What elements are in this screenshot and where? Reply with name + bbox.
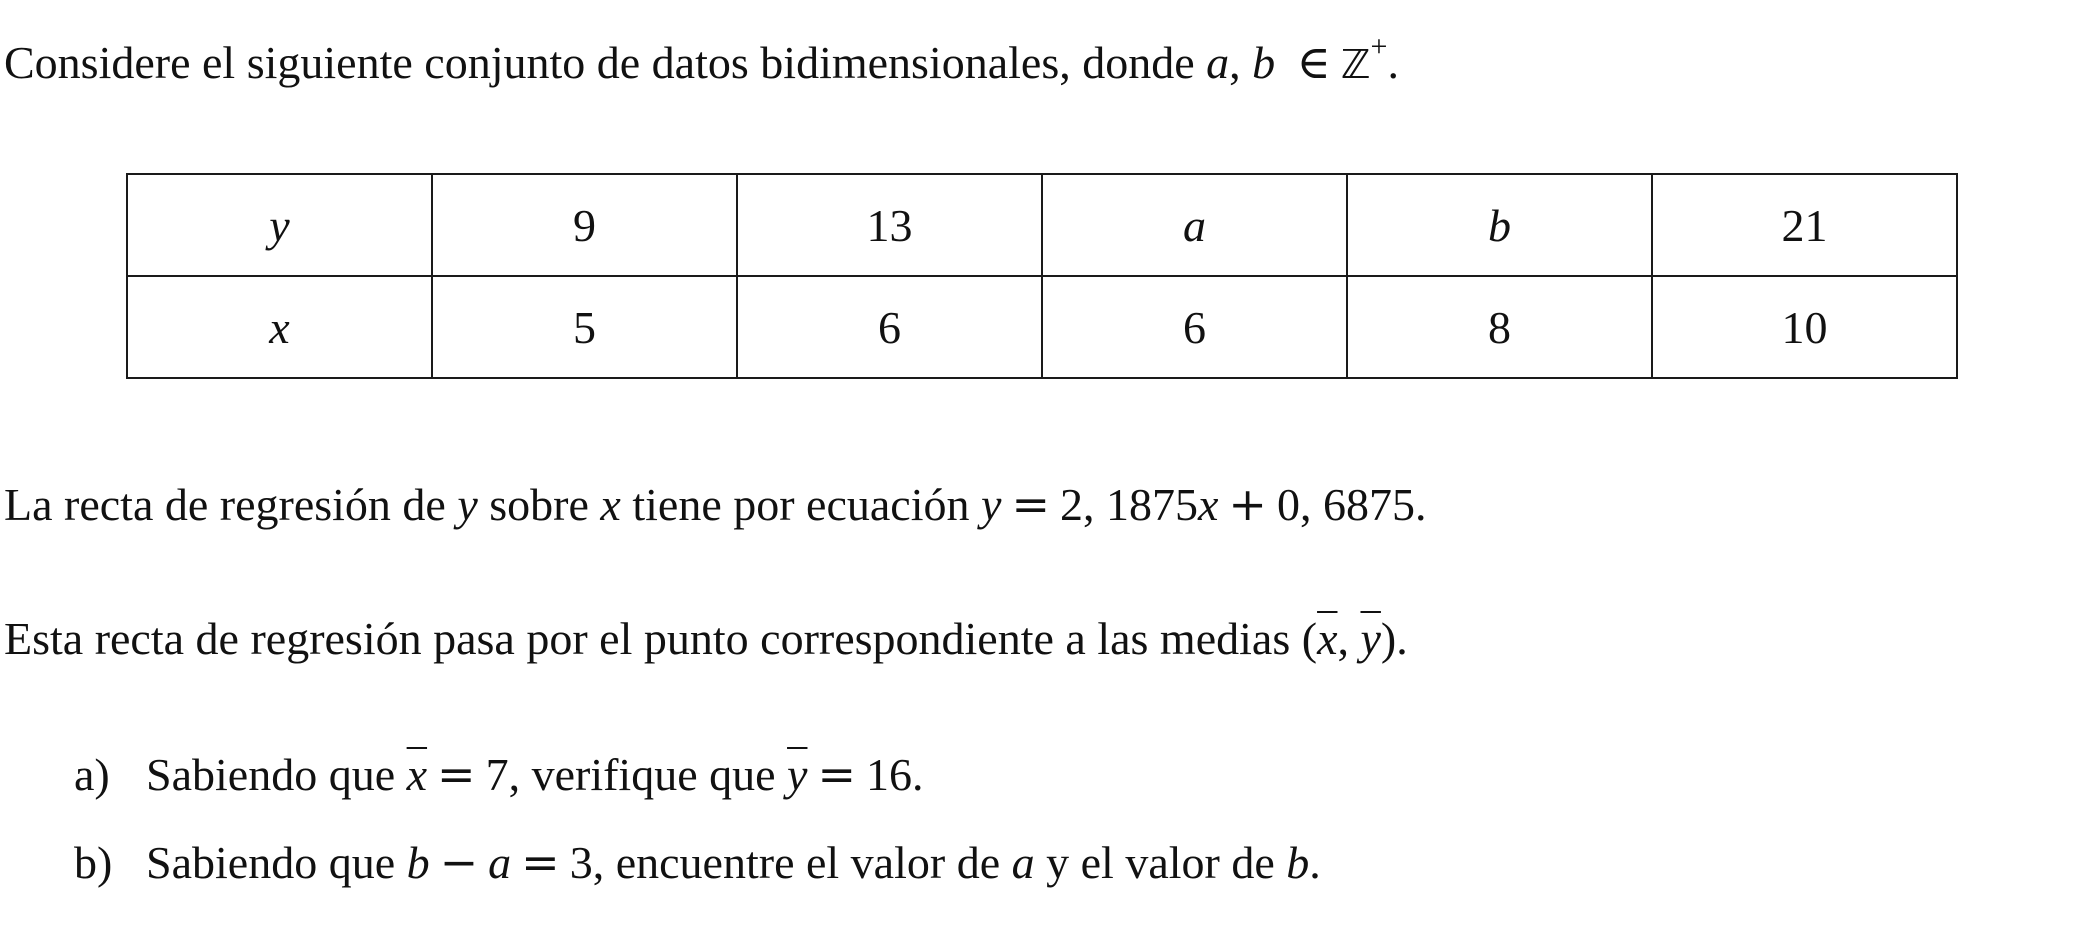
question-a-end: .: [912, 749, 924, 800]
comma: ,: [1229, 37, 1253, 88]
minus-sign: −: [439, 835, 479, 889]
var-b: b: [1286, 837, 1310, 888]
var-a: a: [488, 837, 512, 888]
plus-sign: +: [1228, 477, 1267, 531]
question-a-text-1: Sabiendo que: [146, 749, 407, 800]
regression-end: .: [1414, 479, 1427, 530]
question-a: [74, 744, 924, 805]
plus-superscript: +: [1370, 30, 1388, 63]
question-b-label: b): [74, 837, 113, 888]
question-b-text-2: , encuentre el valor de: [592, 837, 1012, 888]
means-text: Esta recta de regresión pasa por el punto correspondiente a las medias: [4, 613, 1302, 664]
integers-symbol: ℤ: [1340, 42, 1371, 88]
var-y: y: [457, 479, 478, 530]
question-a-label: a): [74, 749, 110, 800]
question-b: [74, 832, 1321, 893]
row-header-x: x: [127, 276, 432, 378]
table-cell: 21: [1652, 174, 1957, 276]
means-statement: [4, 609, 1408, 669]
equals-sign: =: [817, 747, 857, 801]
question-b-end: .: [1309, 837, 1321, 888]
equation-x: x: [1197, 479, 1219, 530]
regression-text-2: sobre: [477, 479, 601, 530]
difference-value: 3: [569, 837, 593, 888]
question-b-text-3: y el valor de: [1034, 837, 1287, 888]
table-row-y: [127, 174, 1957, 276]
regression-statement: [4, 474, 1426, 535]
intro-statement: [4, 32, 1399, 99]
intro-text: Considere el siguiente conjunto de datos bidimensionales, donde: [4, 37, 1207, 88]
close-paren: ): [1380, 613, 1397, 664]
equals-sign: =: [1011, 477, 1050, 531]
element-of-symbol: ∈: [1296, 35, 1331, 89]
data-table: [126, 173, 1958, 379]
regression-text-1: La recta de regresión de: [4, 479, 458, 530]
equals-sign: =: [437, 747, 476, 801]
x-bar: $\overline{x}$: [406, 749, 428, 800]
y-bar: $\overline{y}$: [1360, 613, 1381, 664]
table-cell-a: a: [1042, 174, 1347, 276]
intro-end: .: [1387, 37, 1399, 88]
slope-value: 2, 1875: [1059, 479, 1198, 530]
means-end: .: [1396, 613, 1408, 664]
row-header-y: y: [127, 174, 432, 276]
table-cell-b: b: [1347, 174, 1652, 276]
table-row-x: [127, 276, 1957, 378]
equation-y: y: [981, 479, 1002, 530]
x-bar: $\overline{x}$: [1317, 613, 1338, 664]
var-x: x: [600, 479, 621, 530]
intercept-value: 0, 6875: [1276, 479, 1415, 530]
table-cell: 6: [737, 276, 1042, 378]
table-cell: 8: [1347, 276, 1652, 378]
table-cell: 5: [432, 276, 737, 378]
regression-text-3: tiene por ecuación: [620, 479, 982, 530]
table-cell: 9: [432, 174, 737, 276]
question-b-text-1: Sabiendo que: [146, 837, 407, 888]
var-b: b: [406, 837, 430, 888]
var-a: a: [1011, 837, 1035, 888]
question-a-text-2: , verifique que: [508, 749, 788, 800]
y-bar: $\overline{y}$: [787, 749, 808, 800]
x-mean-value: 7: [485, 749, 509, 800]
var-b: b: [1252, 37, 1276, 88]
table-cell: 10: [1652, 276, 1957, 378]
open-paren: (: [1301, 613, 1318, 664]
equals-sign: =: [521, 835, 560, 889]
table-cell: 6: [1042, 276, 1347, 378]
var-a: a: [1206, 37, 1230, 88]
means-comma: ,: [1337, 613, 1361, 664]
y-mean-value: 16: [866, 749, 913, 800]
table-cell: 13: [737, 174, 1042, 276]
